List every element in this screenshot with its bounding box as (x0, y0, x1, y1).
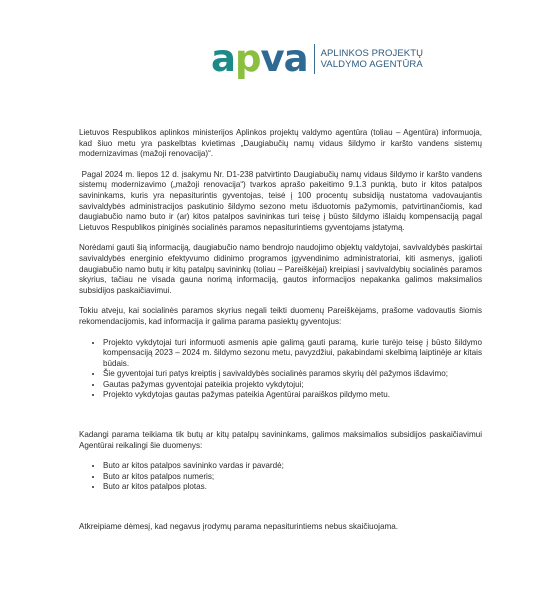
apva-logo (211, 37, 424, 80)
list-item: • Projekto vykdytojai turi informuoti asmenis apie galimą gauti paramą, kurie turėjo teisę į būsto šildymo kompensaciją 2023 – 2024 m. šildymo sezonu metu, pavyzdžiui, pakabindami skelbimą laiptinėje ar kitais būdais. (103, 338, 482, 370)
letter-body (79, 128, 485, 543)
list-item: • Buto ar kitos patalpos numeris; (103, 472, 482, 483)
logo-divider (314, 44, 315, 74)
paragraph-required-data-intro: Kadangi parama teikiama tik butų ar kitų patalpų savininkams, galimos maksimalios subsidijos paskaičiavimui Agentūrai reikalingi šie duomenys: (79, 430, 482, 450)
paragraph-legal-basis: Pagal 2024 m. liepos 12 d. įsakymu Nr. D1-238 patvirtinto Daugiabučių namų vidaus šildymo ir karšto vandens sistemų modernizavimo („mažoji renovacija“) tvarkos aprašo pakeitimo 9.1.3 punktą, buto ir kitos patalpos savininkams, kuris yra nepasiturintis gyventojas, teisė į 100 procentų subsidiją nustatoma vadovaujantis savivaldybės administracijos paskutinio šildymo sezono metu išduotomis pažymomis, patvirtinančiomis, kad daugiabučio namo buto ir (ar) kitos patalpos savininkas turi teisę į būsto šildymo išlaidų kompensaciją pagal Lietuvos Respublikos piniginės socialinės paramos nepasiturintiems gyventojams įstatymą. (79, 169, 485, 232)
logo-letter-a: a (211, 37, 235, 80)
logo-tagline-line1: APLINKOS PROJEKTŲ (320, 47, 424, 59)
paragraph-problem: Norėdami gauti šią informaciją, daugiabučio namo bendrojo naudojimo objektų valdytojai, savivaldybės paskirtai savivaldybės energinio efektyvumo didinimo programos įgyvendinimo administratoriai, kiti asmenys, įgalioti daugiabučio namo butų ir kitų patalpų savininkų (toliau – Pareiškėjai) kreipiasi į savivaldybių socialinės paramos skyrius, tačiau ne visada gauna norimą informaciją, gautos informacijos nepakanka galimos maksimalios subsidijos paskaičiavimui. (79, 243, 482, 295)
list-item: • Šie gyventojai turi patys kreiptis į savivaldybės socialinės paramos skyrių dėl pažymos išdavimo; (103, 369, 482, 380)
spacer (79, 503, 482, 522)
logo-letter-p: p (234, 37, 261, 80)
paragraph-notice: Atkreipiame dėmesį, kad negavus įrodymų parama nepasiturintiems nebus skaičiuojama. (79, 522, 398, 532)
logo-tagline (321, 48, 424, 70)
list-item: • Projekto vykdytojas gautas pažymas pateikia Agentūrai paraiškos pildymo metu. (103, 390, 482, 401)
recommendations-list (79, 338, 482, 402)
list-item: • Buto ar kitos patalpos savininko vardas ir pavardė; (103, 461, 482, 472)
list-item: • Gautas pažymas gyventojai pateikia projekto vykdytojui; (103, 380, 482, 391)
paragraph-intro: Lietuvos Respublikos aplinkos ministerijos Aplinkos projektų valdymo agentūra (toliau – Agentūra) informuoja, kad šiuo metu yra paskelbtas kvietimas „Daugiabučių namų vidaus šildymo ir karšto vandens sistemų modernizavimas (mažoji renovacija)“. (79, 128, 482, 159)
logo-letters-va: va (260, 37, 308, 80)
required-data-list (79, 461, 482, 493)
list-item: • Buto ar kitos patalpos plotas. (103, 482, 482, 493)
logo-wordmark (211, 37, 308, 80)
spacer (79, 411, 482, 430)
paragraph-recommendations-intro: Tokiu atveju, kai socialinės paramos skyrius negali teikti duomenų Pareiškėjams, prašome vadovautis šiomis rekomendacijomis, kad informacija ir galima parama pasiektų gyventojus: (79, 306, 482, 326)
logo-tagline-line2: VALDYMO AGENTŪRA (320, 58, 423, 70)
